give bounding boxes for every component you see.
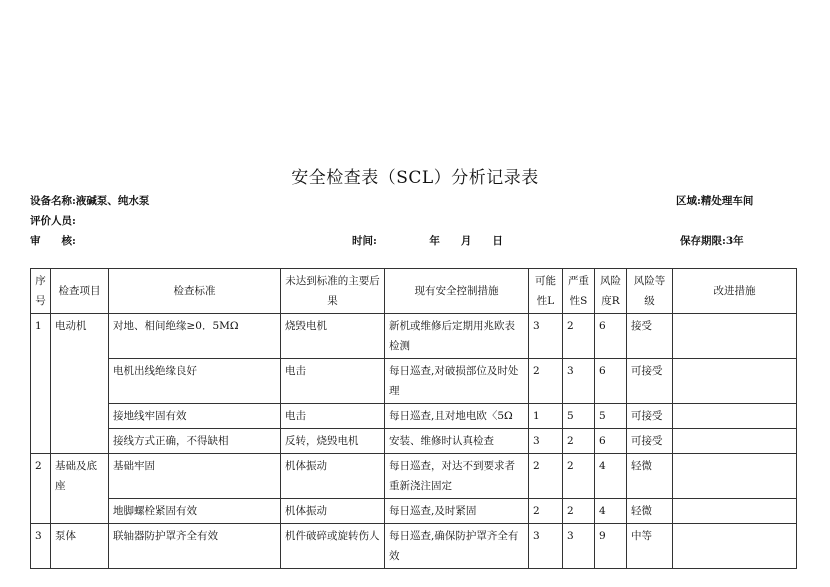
row-s: 2 xyxy=(563,429,595,454)
row-r: 6 xyxy=(595,359,627,404)
row-l: 3 xyxy=(529,429,563,454)
header-no: 序号 xyxy=(31,269,51,314)
row-standard: 联轴器防护罩齐全有效 xyxy=(109,524,281,569)
row-level: 可接受 xyxy=(627,359,673,404)
row-improve xyxy=(673,314,797,359)
row-s: 2 xyxy=(563,499,595,524)
row-s: 2 xyxy=(563,454,595,499)
row-consequence: 反转，烧毁电机 xyxy=(281,429,385,454)
row-s: 5 xyxy=(563,404,595,429)
table-row xyxy=(31,429,797,454)
row-measures: 每日巡查,对破损部位及时处理 xyxy=(385,359,529,404)
time-label: 时间: 年 月 日 xyxy=(352,235,503,247)
row-standard: 基础牢固 xyxy=(109,454,281,499)
row-r: 4 xyxy=(595,499,627,524)
header-level: 风险等级 xyxy=(627,269,673,314)
row-consequence: 电击 xyxy=(281,359,385,404)
row-r: 6 xyxy=(595,314,627,359)
row-measures: 新机或维修后定期用兆欧表检测 xyxy=(385,314,529,359)
table-row xyxy=(31,359,797,404)
row-no: 1 xyxy=(31,314,51,454)
row-l: 1 xyxy=(529,404,563,429)
reviewer-label: 审 核: xyxy=(30,235,76,247)
row-consequence: 烧毁电机 xyxy=(281,314,385,359)
table-row xyxy=(31,524,797,569)
row-standard: 地脚螺栓紧固有效 xyxy=(109,499,281,524)
row-measures: 每日巡查，对达不到要求者重新浇注固定 xyxy=(385,454,529,499)
row-no: 2 xyxy=(31,454,51,524)
header-l: 可能性L xyxy=(529,269,563,314)
row-r: 5 xyxy=(595,404,627,429)
page-title: 安全检查表（SCL）分析记录表 xyxy=(291,168,539,188)
row-level: 中等 xyxy=(627,524,673,569)
row-standard: 接线方式正确，不得缺相 xyxy=(109,429,281,454)
area-label: 区域:精处理车间 xyxy=(676,195,754,207)
row-improve xyxy=(673,429,797,454)
row-measures: 安装、维修时认真检查 xyxy=(385,429,529,454)
row-consequence: 机体振动 xyxy=(281,499,385,524)
table-row xyxy=(31,314,797,359)
scl-table xyxy=(30,268,797,569)
row-improve xyxy=(673,454,797,499)
row-item: 电动机 xyxy=(51,314,109,454)
row-level: 可接受 xyxy=(627,404,673,429)
header-r: 风险度R xyxy=(595,269,627,314)
row-measures: 每日巡查,且对地电欧〈5Ω xyxy=(385,404,529,429)
table-row xyxy=(31,404,797,429)
row-level: 轻微 xyxy=(627,454,673,499)
row-item: 基础及底座 xyxy=(51,454,109,524)
table-row xyxy=(31,499,797,524)
row-item: 泵体 xyxy=(51,524,109,569)
row-consequence: 机体振动 xyxy=(281,454,385,499)
row-s: 2 xyxy=(563,314,595,359)
row-s: 3 xyxy=(563,359,595,404)
row-s: 3 xyxy=(563,524,595,569)
row-measures: 每日巡查,及时紧固 xyxy=(385,499,529,524)
row-level: 轻微 xyxy=(627,499,673,524)
equipment-name: 设备名称:液碱泵、纯水泵 xyxy=(30,195,150,207)
table-header-row xyxy=(31,269,797,314)
header-s: 严重性S xyxy=(563,269,595,314)
row-r: 4 xyxy=(595,454,627,499)
row-r: 9 xyxy=(595,524,627,569)
row-measures: 每日巡查,确保防护罩齐全有效 xyxy=(385,524,529,569)
row-l: 3 xyxy=(529,314,563,359)
row-r: 6 xyxy=(595,429,627,454)
header-standard: 检查标准 xyxy=(109,269,281,314)
header-item: 检查项目 xyxy=(51,269,109,314)
row-level: 接受 xyxy=(627,314,673,359)
row-improve xyxy=(673,524,797,569)
row-consequence: 机件破碎或旋转伤人 xyxy=(281,524,385,569)
row-standard: 接地线牢固有效 xyxy=(109,404,281,429)
header-consequence: 未达到标准的主要后果 xyxy=(281,269,385,314)
header-measures: 现有安全控制措施 xyxy=(385,269,529,314)
row-improve xyxy=(673,404,797,429)
row-consequence: 电击 xyxy=(281,404,385,429)
row-improve xyxy=(673,499,797,524)
row-l: 2 xyxy=(529,359,563,404)
table-row xyxy=(31,454,797,499)
row-improve xyxy=(673,359,797,404)
row-l: 2 xyxy=(529,499,563,524)
row-l: 3 xyxy=(529,524,563,569)
row-standard: 对地、相间绝缘≥0．5MΩ xyxy=(109,314,281,359)
retention-label: 保存期限:3年 xyxy=(680,235,744,247)
row-level: 可接受 xyxy=(627,429,673,454)
row-standard: 电机出线绝缘良好 xyxy=(109,359,281,404)
row-no: 3 xyxy=(31,524,51,569)
row-l: 2 xyxy=(529,454,563,499)
evaluator-label: 评价人员: xyxy=(30,215,76,227)
header-improve: 改进措施 xyxy=(673,269,797,314)
